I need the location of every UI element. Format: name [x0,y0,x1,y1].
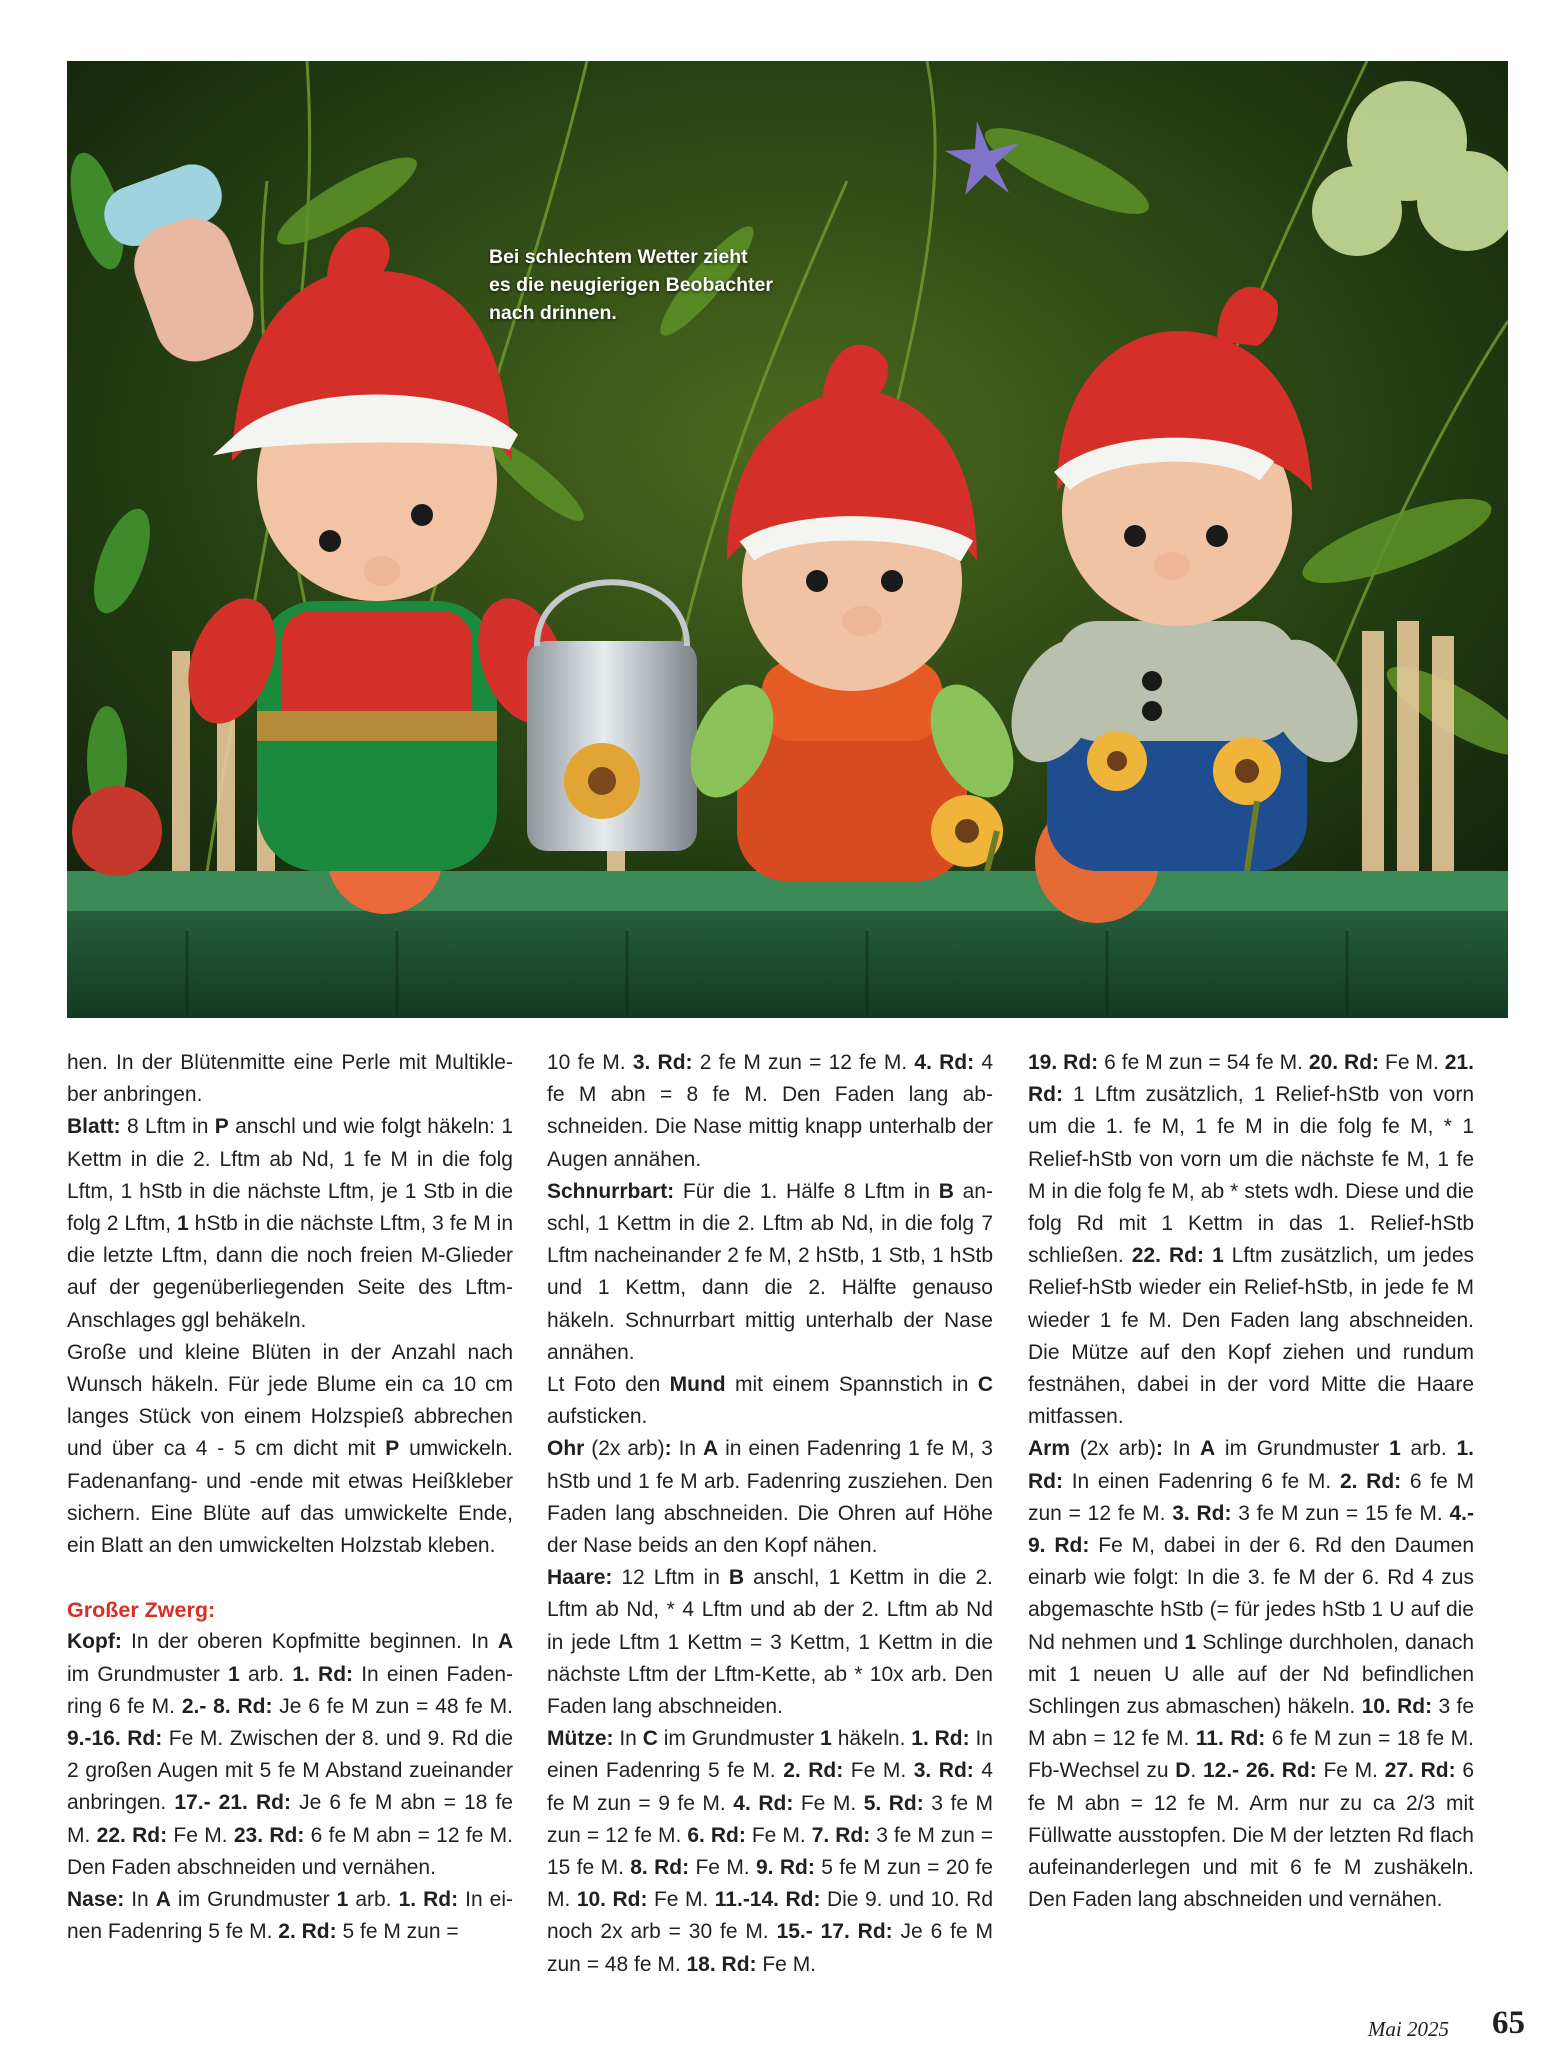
text-run: hen. In der Blütenmitte eine Perle mit Multikleber anbringen. [67,1051,513,1107]
text-run: 6 fe M zun = 12 fe M. [1028,1469,1474,1525]
text-run: 12 Lftm in [612,1566,729,1590]
text-run: Für die 1. Hälfe 8 Lftm in [674,1179,939,1203]
instruction-paragraph [1028,1433,1474,1916]
bold-term: 1. Rd: [1028,1437,1474,1493]
text-run: Fe M. [745,1823,812,1847]
text-run: anschl und wie folgt häkeln: 1 Kettm in die 2. Lftm ab Nd, 1 fe M in die folg Lftm, 1 hStb in die nächste Lftm, je 1 Stb in die folg 2 Lftm, [67,1115,513,1236]
bold-term: 21. Rd: [1028,1051,1474,1107]
text-run: 5 fe M zun = 20 fe M. [547,1856,993,1912]
caption-line: Bei schlechtem Wetter zieht [489,246,748,268]
text-run: In [124,1888,156,1912]
text-run: im Grundmuster [67,1662,229,1686]
bold-term: 10. Rd: [576,1888,648,1912]
bold-term: Ohr [547,1437,585,1461]
text-run: . [1190,1759,1203,1783]
instruction-paragraph [67,1047,513,1111]
bold-term: 23. Rd: [233,1823,305,1847]
instruction-paragraph [67,1111,513,1336]
text-run: 6 fe M abn = 12 fe M. Den Faden abschneiden und vernähen. [67,1823,513,1879]
bold-term: A [1200,1437,1216,1461]
text-run: arb. [239,1662,293,1686]
instruction-paragraph [547,1723,993,1981]
text-run: 4 fe M abn = 8 fe M. Den Faden lang abschneiden. Die Nase mittig knapp unterhalb der Augen annähen. [547,1051,994,1171]
text-run: Fe M. Zwischen der 8. und 9. Rd die 2 großen Augen mit 5 fe M Abstand zueinander anbringen. [67,1727,514,1815]
text-run [1204,1244,1212,1267]
bold-term: 1 [228,1662,240,1686]
bold-term: Arm [1028,1437,1071,1461]
bold-term: 17.- 21. Rd: [174,1791,291,1815]
instruction-paragraph [547,1562,993,1723]
text-run: umwickeln. Fadenanfang- und -ende mit etwas Heißkleber sichern. Eine Blüte auf das umwickelte Ende, ein Blatt an den umwickelten Holzstab kleben. [67,1437,513,1558]
text-run: Fe M. [756,1952,817,1976]
instruction-paragraph [547,1176,993,1369]
text-column-1 [67,1047,513,1948]
bold-term: 3. Rd: [913,1759,974,1783]
text-run: im Grundmuster [1215,1437,1390,1461]
text-run: anschl, 1 Kettm in die 2. Lftm ab Nd, in die folg 7 Lftm nacheinander 2 fe M, 2 hStb, 1 Stb, 1 hStb und 1 Kettm, dann die 2. Hälfte genauso häkeln. Schnurrbart mittig unterhalb der Nase annähen. [547,1179,993,1364]
bold-term: D [1175,1759,1191,1783]
bold-term: 4. Rd: [733,1791,794,1815]
text-run: Je 6 fe M abn = 18 fe M. [67,1791,513,1847]
text-run: in einen Fadenring 1 fe M, 3 hStb und 1 fe M arb. Fadenring zusziehen. Den Faden lang abschneiden. Die Ohren auf Höhe der Nase beids an den Kopf nähen. [547,1437,993,1558]
bold-term: Haare: [547,1566,613,1590]
text-run: Fe M. [1316,1759,1385,1783]
bold-term: 4.- 9. Rd: [1028,1501,1474,1558]
instruction-paragraph [547,1047,993,1176]
text-run: häkeln. [831,1727,912,1751]
bold-term: 6. Rd: [687,1823,746,1847]
text-run: 6 fe M abn = 12 fe M. Arm nur zu ca 2/3 mit Füllwatte ausstopfen. Die M der letzten Rd flach aufeinanderlegen und mit 6 fe M zushäkeln. Den Faden lang abschneiden und vernähen. [1028,1759,1474,1912]
text-run: Fe M. [793,1791,864,1815]
bold-term: P [214,1115,229,1139]
bold-term: P [385,1437,400,1461]
text-run: 1 Lftm zusätzlich, 1 Relief-hStb von vorn um die 1. fe M, 1 fe M in die folg fe M, * 1 Relief-hStb von vorn um die nächste fe M, 1 fe M in die folg fe M, ab * stets wdh. Diese und die folg Rd mit 1 Kettm in das 1. Relief-hStb schließen. [1028,1083,1474,1268]
text-run: In der oberen Kopfmitte beginnen. In [121,1630,498,1654]
bold-term: Mund [669,1373,726,1397]
text-run: Große und kleine Blüten in der Anzahl nach Wunsch häkeln. Für jede Blume ein ca 10 cm langes Stück von einem Holzspieß abbrechen und über ca 4 - 5 cm dicht mit [67,1340,513,1461]
bold-term: A [155,1888,171,1912]
text-run: Fe M. [167,1823,234,1847]
bold-term: 2.- 8. Rd: [181,1694,273,1718]
text-run: Je 6 fe M zun = 48 fe M. [547,1920,993,1976]
text-run: arb. [1400,1437,1457,1461]
bold-term: 1. Rd: [398,1888,459,1912]
text-run: 3 fe M abn = 12 fe M. [1028,1695,1474,1751]
bold-term: 1 [336,1888,349,1912]
bold-term: 1. Rd: [911,1727,970,1751]
instruction-paragraph [547,1433,993,1562]
caption-line: es die neugierigen Beobachter [489,274,773,296]
text-run: Fe M, dabei in der 6. Rd den Daumen einarb wie folgt: In die 3. fe M der 6. Rd 4 zus abgemaschte hStb (= für jedes hStb 1 U auf die Nd nehmen und [1028,1534,1474,1654]
text-run: im Grundmuster [170,1888,337,1912]
text-run: 3 fe M zun = 15 fe M. [1231,1501,1450,1525]
bold-term: Mütze: [547,1727,614,1751]
bold-term: 11.-14. Rd: [714,1888,821,1912]
text-run: im Grundmuster [657,1727,821,1751]
text-run: Je 6 fe M zun = 48 fe M. [272,1694,513,1718]
text-run: In einen Fadenring 5 fe M. [67,1888,513,1944]
bold-term: 8. Rd: [630,1856,690,1880]
text-run: Die 9. und 10. Rd noch 2x arb = 30 fe M. [547,1888,994,1944]
bold-term: C [977,1373,994,1397]
bold-term: 2. Rd: [783,1759,844,1783]
bold-term: 27. Rd: [1384,1759,1456,1783]
bold-term: A [703,1437,719,1461]
text-run: 4 fe M zun = 9 fe M. [547,1759,993,1815]
text-run: 5 fe M zun = [336,1920,459,1944]
text-run: 8 Lftm in [120,1115,215,1139]
bold-term: 15.- 17. Rd: [776,1920,893,1944]
bold-term: 22. Rd: [1131,1244,1204,1268]
bold-term: A [497,1630,513,1654]
text-run: Lftm zusätzlich, um jedes Relief-hStb wieder ein Relief-hStb, in jede fe M wieder 1 fe M. Den Faden lang abschneiden. Die Mütze auf den Kopf ziehen und rundum festnähen, dabei in der vord Mitte die Haare mitfassen. [1028,1244,1474,1429]
text-run: In einen Fadenring 6 fe M. [67,1662,514,1718]
bold-term: 1. Rd: [292,1662,354,1686]
text-run: In [613,1727,643,1751]
text-column-2 [547,1047,993,1981]
bold-term: Blatt: [67,1115,121,1139]
bold-term: 3. Rd: [632,1051,693,1074]
bold-term: : [664,1437,672,1461]
text-run: (2x arb) [1070,1437,1157,1461]
text-run: Schlinge durchholen, danach mit 1 neuen U alle auf der Nd befindlichen Schlingen zus abmaschen) häkeln. [1028,1630,1475,1719]
text-run: Fe M. [689,1856,756,1880]
bold-term: 18. Rd: [686,1952,757,1976]
text-run: Fe M. [647,1888,715,1912]
bold-term: 9. Rd: [756,1856,815,1880]
gnome-photo [67,61,1508,1018]
instruction-paragraph [67,1626,513,1884]
text-run: Lt Foto den [547,1373,670,1397]
text-run: hStb in die nächste Lftm, 3 fe M in die letzte Lftm, dann die noch freien M-Glieder auf der gegenüberliegenden Seite des Lftm-Anschlages ggl behäkeln. [67,1212,513,1332]
bold-term: : [1156,1437,1164,1461]
bold-term: 12.- 26. Rd: [1202,1759,1317,1783]
text-run: anschl, 1 Kettm in die 2. Lftm ab Nd, * 4 Lftm und ab der 2. Lftm ab Nd in jede Lftm 1 Kettm = 3 Kettm, 1 Kettm in die nächste Lftm der Lftm-Kette, ab * 10x arb. Den Faden lang abschneiden. [547,1566,993,1719]
text-run: 10 fe M. [547,1051,633,1074]
text-run: 6 fe M zun = 54 fe M. [1098,1051,1309,1074]
bold-term: Schnurrbart: [547,1179,675,1203]
bold-term: 10. Rd: [1361,1695,1433,1719]
bold-term: B [938,1179,954,1203]
page-number: 65 [1492,2005,1525,2041]
bold-term: 5. Rd: [863,1791,924,1815]
text-run: In einen Fadenring 6 fe M. [1063,1469,1340,1493]
photo-caption [489,243,773,327]
text-run: 3 fe M zun = 12 fe M. [547,1791,994,1847]
bold-term: 1 [1389,1437,1401,1461]
bold-term: 22. Rd: [96,1823,168,1847]
text-run: In [671,1437,703,1461]
bold-term: 2. Rd: [278,1920,337,1944]
issue-date: Mai 2025 [1367,2017,1449,2041]
bold-term: 1 [820,1727,832,1751]
bold-term: 19. Rd: [1028,1051,1099,1074]
instruction-paragraph [1028,1047,1474,1433]
bold-term: 20. Rd: [1308,1051,1380,1074]
instruction-paragraph [67,1884,513,1948]
text-run: aufsticken. [547,1405,648,1429]
text-run: (2x arb) [584,1437,665,1461]
text-run: arb. [348,1888,399,1912]
bold-term: 4. Rd: [914,1051,975,1074]
bold-term: B [728,1566,745,1590]
instruction-paragraph [547,1369,993,1433]
text-run: 6 fe M zun = 18 fe M. Fb-Wechsel zu [1028,1727,1474,1783]
text-column-3 [1028,1047,1474,1916]
text-run: 3 fe M zun = 15 fe M. [547,1823,994,1880]
bold-term: C [642,1727,658,1751]
bold-term: 3. Rd: [1172,1501,1232,1525]
caption-line: nach drinnen. [489,302,617,324]
text-run: 2 fe M zun = 12 fe M. [692,1051,915,1074]
bold-term: 11. Rd: [1195,1727,1266,1751]
bold-term: 1 [1184,1630,1197,1654]
bold-term: 7. Rd: [811,1823,871,1847]
text-run: Fe M. [1379,1051,1445,1074]
bold-term: 1 [177,1212,189,1236]
text-run: Fe M. [843,1759,914,1783]
text-run: In einen Fadenring 5 fe M. [547,1727,993,1783]
instruction-paragraph [67,1337,513,1562]
bold-term: Nase: [67,1888,125,1912]
bold-term: 2. Rd: [1339,1469,1402,1493]
text-run: mit einem Spannstich in [725,1373,978,1397]
text-run: In [1163,1437,1201,1461]
bold-term: 1 [1211,1244,1224,1268]
bold-term: 9.-16. Rd: [67,1727,163,1751]
bold-term: Kopf: [67,1630,122,1654]
section-heading: Großer Zwerg: [67,1598,216,1623]
